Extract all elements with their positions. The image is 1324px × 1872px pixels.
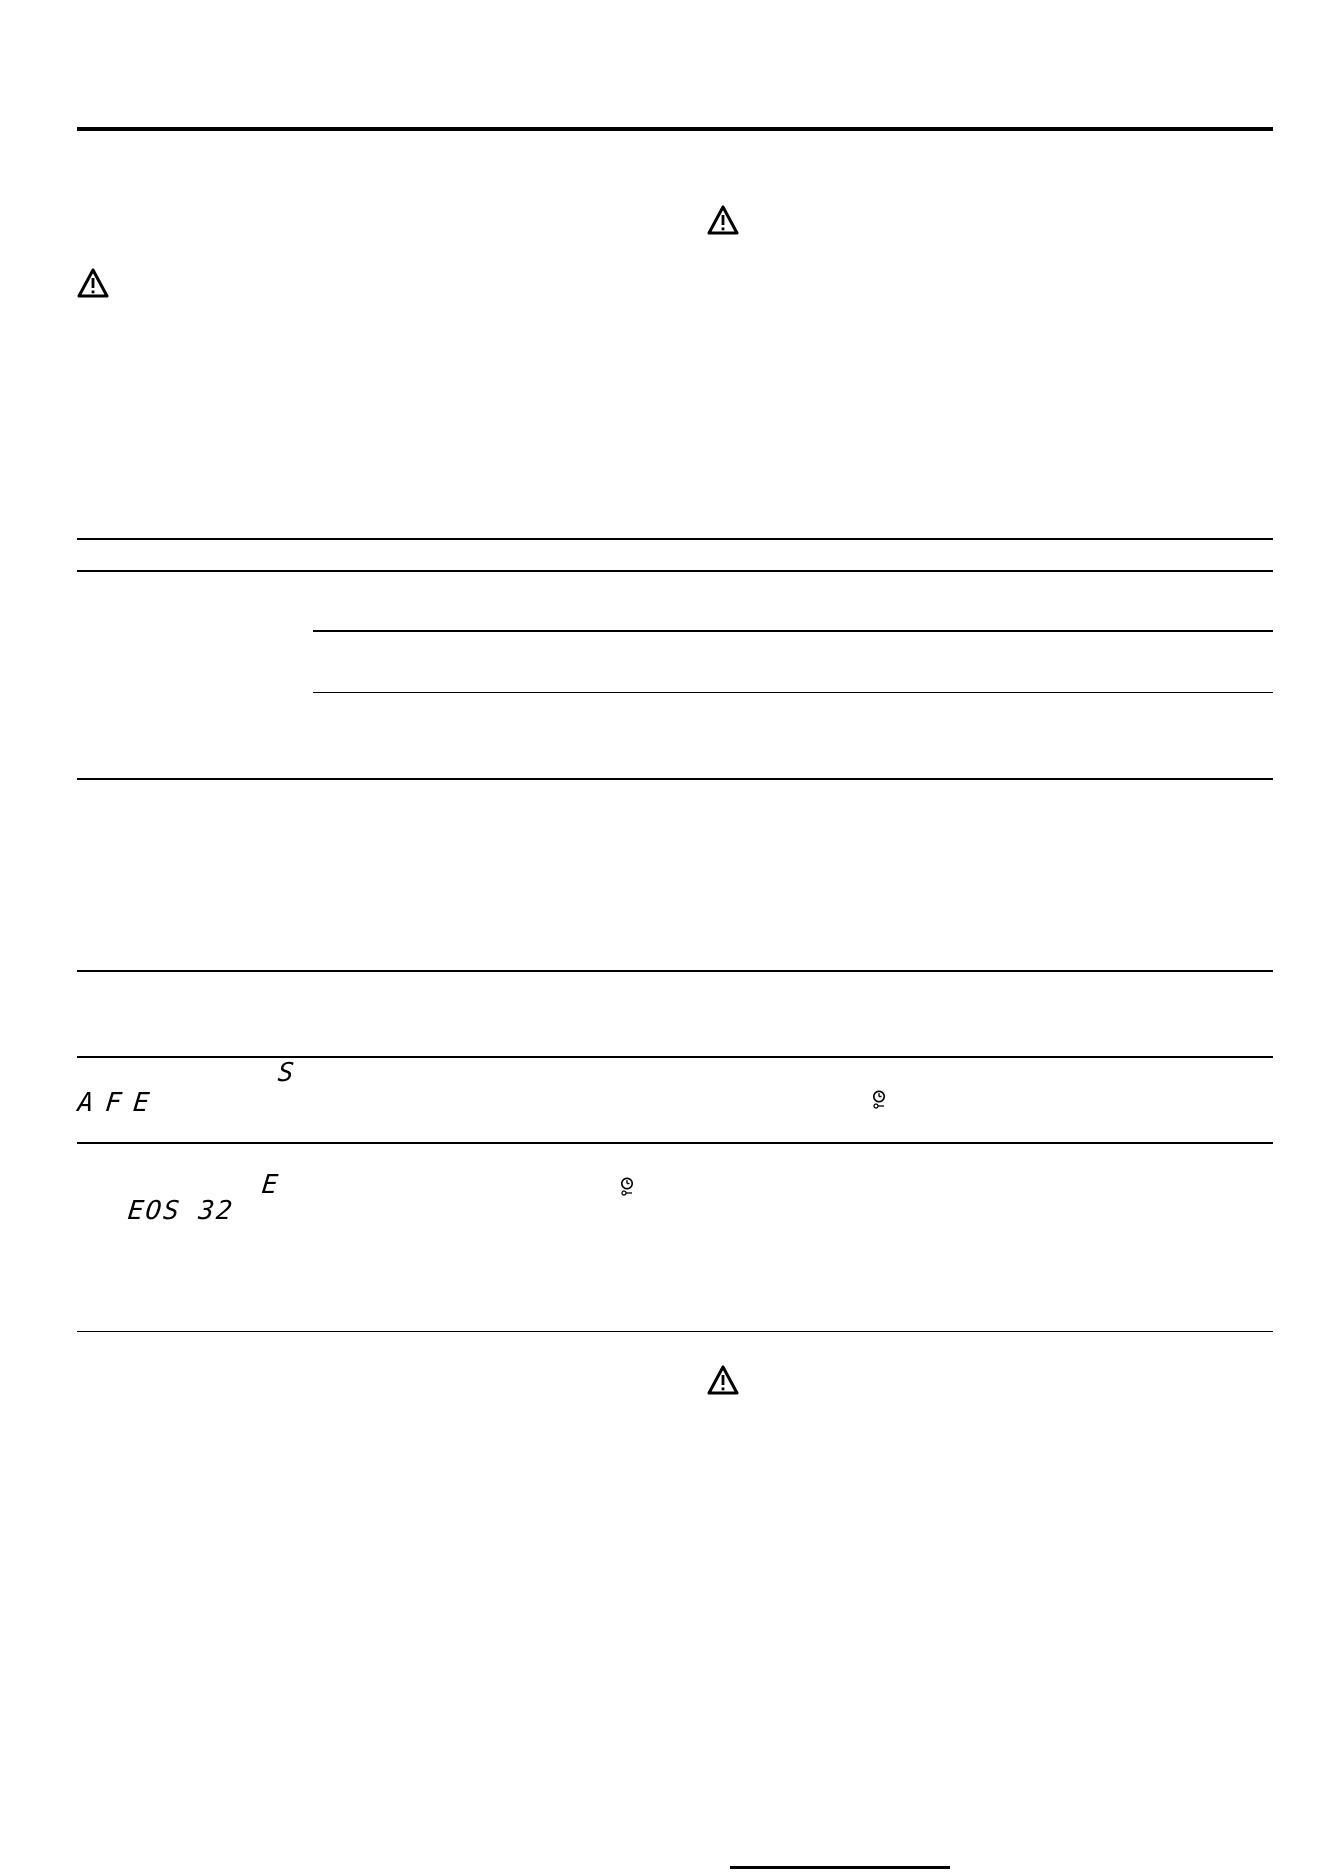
display-code: EOS 32 <box>126 1196 236 1226</box>
table-bottom-rule <box>77 1331 1273 1332</box>
table-row-rule <box>77 1142 1273 1144</box>
display-code-suffix: S <box>276 1058 298 1088</box>
warning-triangle-icon <box>707 205 739 235</box>
timer-clock-icon <box>620 1177 634 1197</box>
display-code: AFE <box>76 1088 163 1118</box>
page-bottom-marks <box>730 1866 950 1869</box>
warning-triangle-icon <box>707 1365 739 1395</box>
table-subrow-rule <box>313 630 1273 632</box>
table-row-rule <box>77 778 1273 780</box>
table-row-rule <box>77 1056 1273 1058</box>
table-subrow-rule <box>313 692 1273 693</box>
warning-triangle-icon <box>77 268 109 298</box>
table-row-rule <box>77 970 1273 972</box>
table-header-rule <box>77 570 1273 572</box>
timer-clock-icon <box>872 1090 886 1110</box>
display-code-suffix: E <box>260 1170 282 1200</box>
table-top-rule <box>77 538 1273 540</box>
page-header-rule <box>77 127 1273 131</box>
